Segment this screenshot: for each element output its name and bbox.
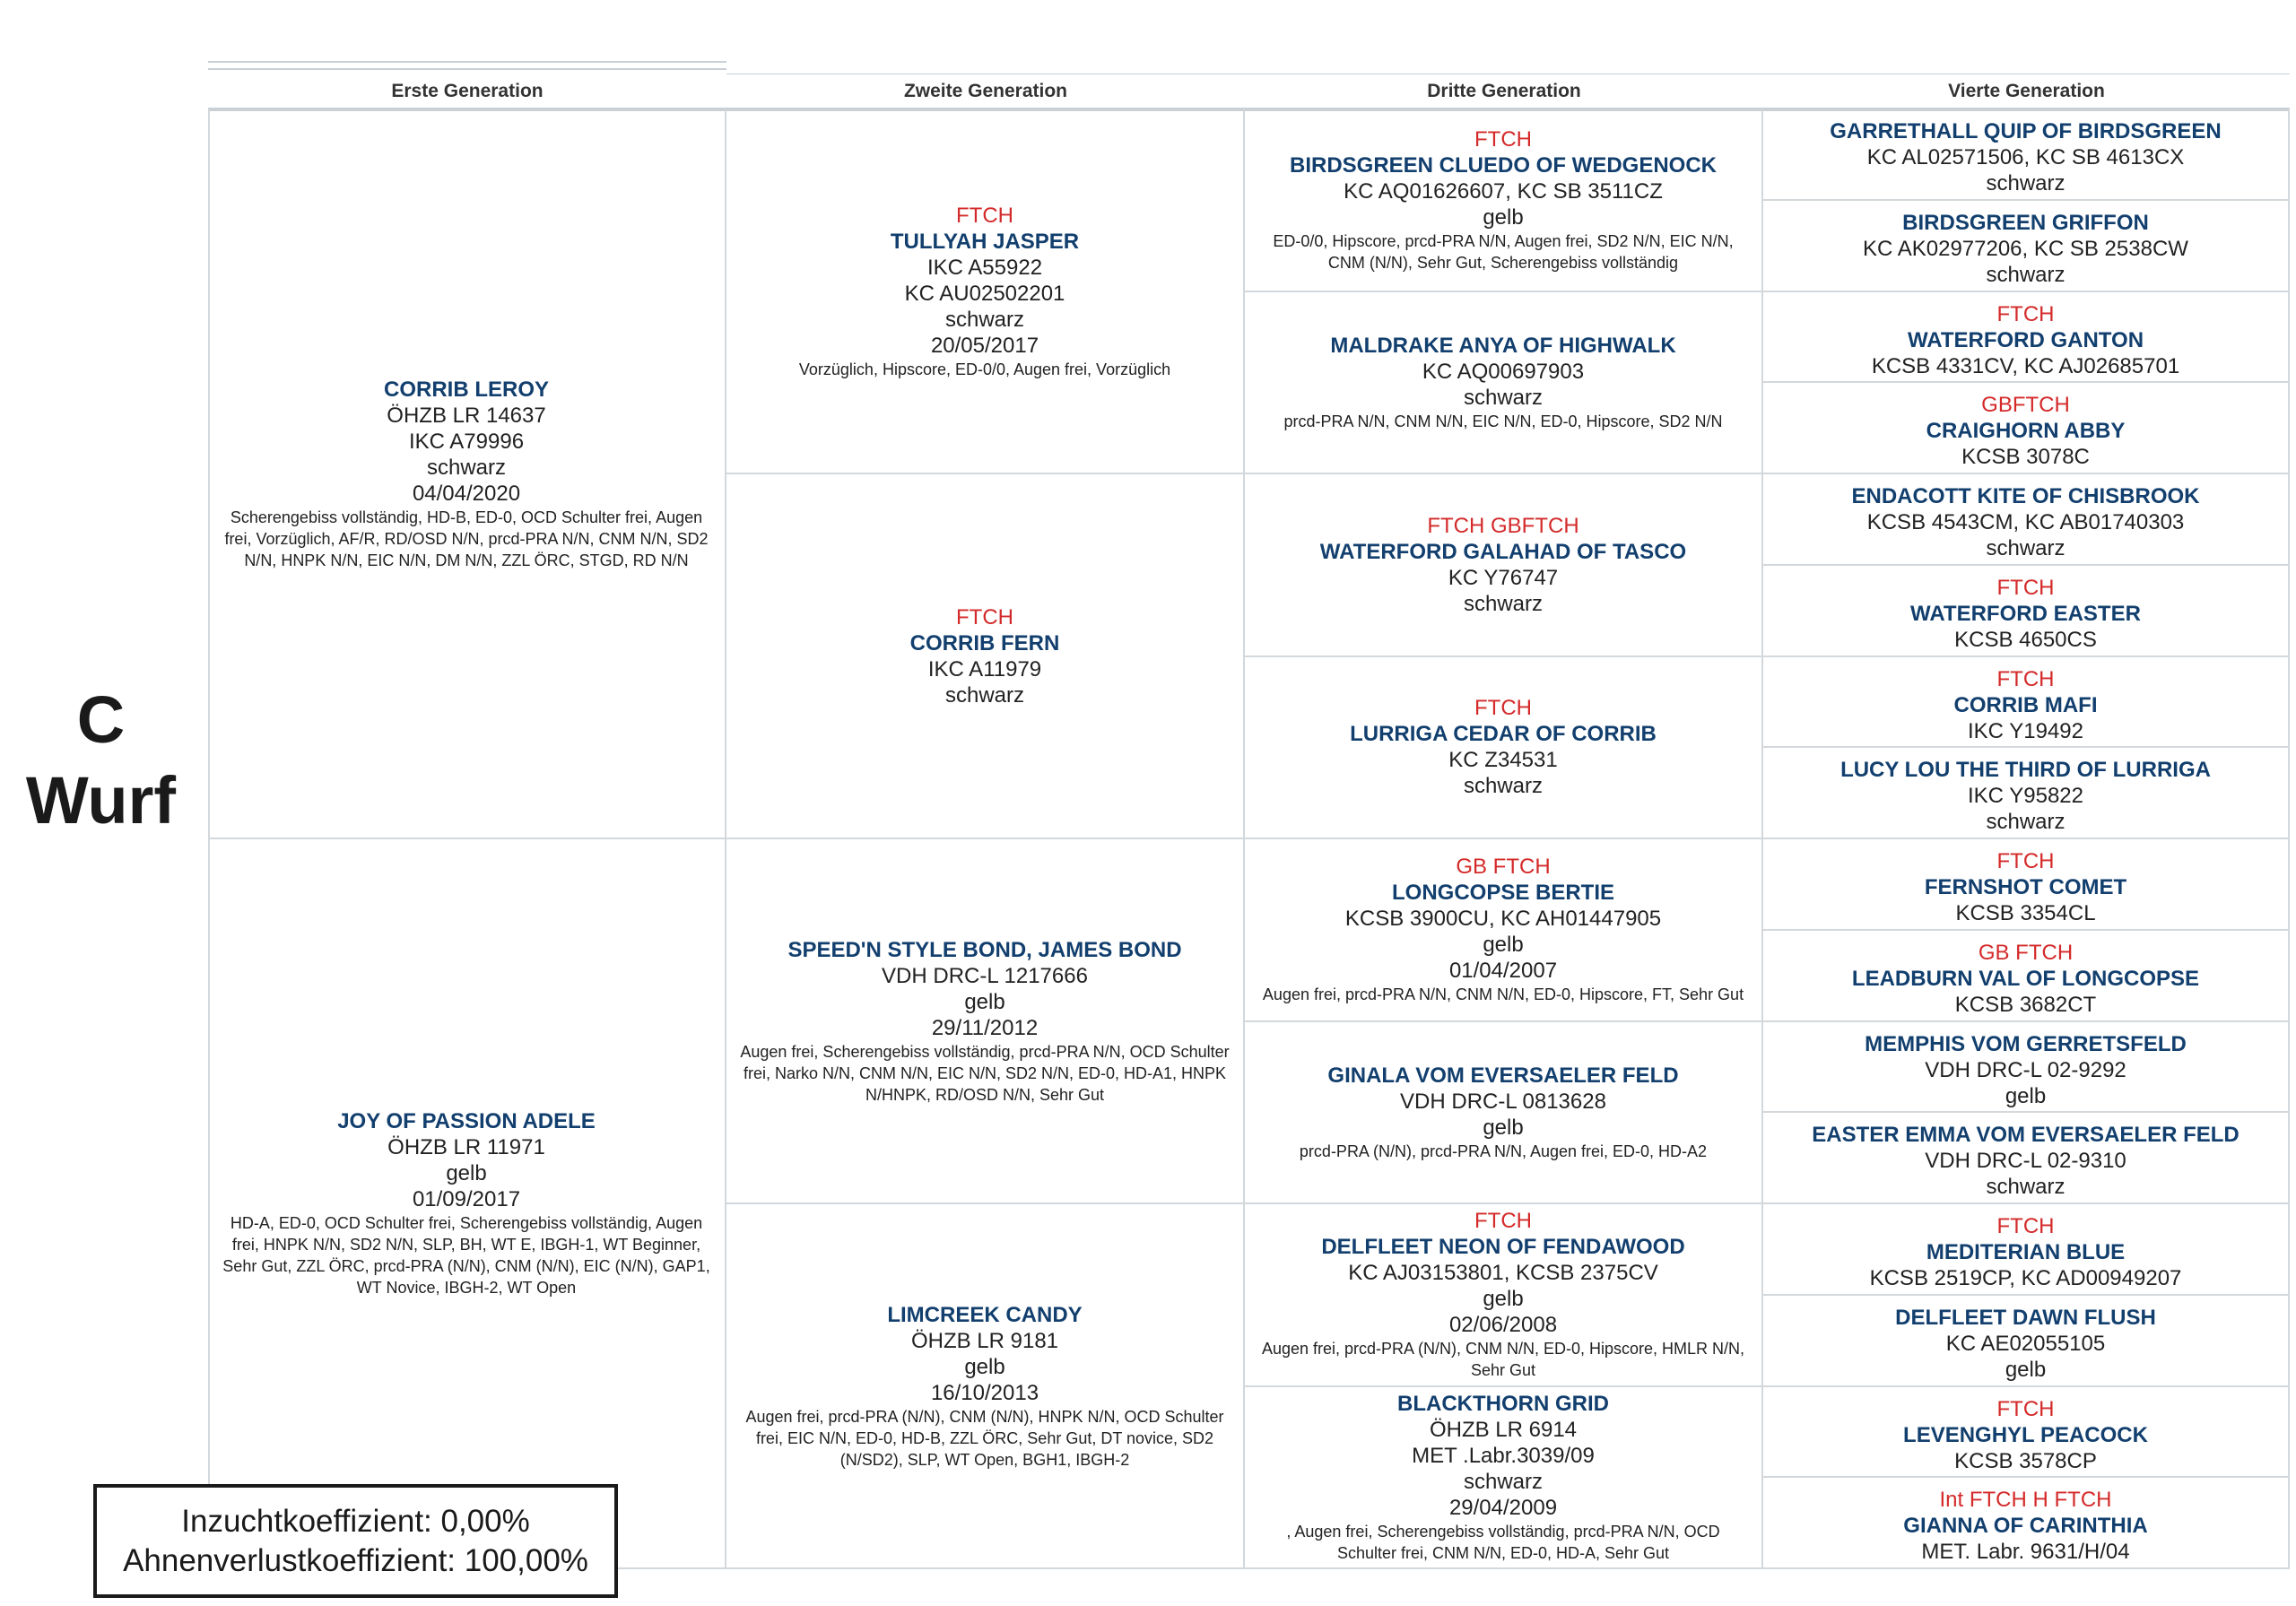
- dog-info-line: schwarz: [1463, 774, 1544, 799]
- dog-info-line: gelb: [1483, 1115, 1524, 1140]
- dog-info-line: 29/11/2012: [931, 1015, 1039, 1040]
- dog-name: GINALA VOM EVERSAELER FELD: [1327, 1063, 1679, 1088]
- dog-health-results: ED-0/0, Hipscore, prcd-PRA N/N, Augen frei, SD2 N/N, EIC N/N, CNM (N/N), Sehr Gut, Scherengebiss vollständig: [1273, 231, 1734, 272]
- dog-name: FERNSHOT COMET: [1924, 875, 2127, 899]
- dog-info-line: schwarz: [944, 682, 1025, 708]
- dog-info-line: gelb: [446, 1161, 487, 1185]
- dog-title: FTCH: [1474, 696, 1532, 721]
- dog-info-line: schwarz: [944, 307, 1025, 332]
- dog-info-line: gelb: [964, 1354, 1005, 1379]
- dog-info-line: ÖHZB LR 9181: [910, 1328, 1059, 1353]
- dog-name: LEADBURN VAL OF LONGCOPSE: [1851, 966, 2200, 991]
- dog-info-line: VDH DRC-L 0813628: [1400, 1089, 1606, 1114]
- dog-health-results: HD-A, ED-0, OCD Schulter frei, Scherengebiss vollständig, Augen frei, HNPK N/N, SD2 N/N, SLP, BH, WT E, IBGH-1, WT Beginner, Sehr Gut, ZZL ÖRC, prcd-PRA (N/N), CNM (N/N), EIC (N/N), GAP1, WT Novice, IBGH-2, WT Open: [222, 1214, 710, 1297]
- pedigree-cell-gen3: [1245, 1022, 1763, 1205]
- dog-info-line: IKC Y19492: [1968, 718, 2083, 743]
- pedigree-cell-gen3: [1245, 657, 1763, 840]
- dog-info-line: KC AQ00697903: [1422, 359, 1585, 384]
- litter-letter: C: [76, 682, 126, 757]
- dog-name: GIANNA OF CARINTHIA: [1903, 1514, 2148, 1539]
- dog-info-line: KCSB 3078C: [1961, 445, 2090, 470]
- ancestor-loss-coefficient: Ahnenverlustkoeffizient: 100,00%: [123, 1542, 588, 1578]
- dog-title: FTCH: [1996, 1214, 2055, 1238]
- dog-info-line: VDH DRC-L 02-9292: [1925, 1057, 2126, 1082]
- header-gen3: Dritte Generation: [1427, 81, 1581, 101]
- pedigree-cell-gen2: [726, 109, 1245, 474]
- dog-info-line: schwarz: [1463, 385, 1544, 410]
- dog-info-line: 29/04/2009: [1448, 1495, 1558, 1520]
- dog-info-line: schwarz: [1463, 591, 1544, 616]
- dog-health-results: prcd-PRA (N/N), prcd-PRA N/N, Augen frei, ED-0, HD-A2: [1299, 1142, 1708, 1160]
- pedigree-cell-gen3: [1245, 109, 1763, 292]
- dog-info-line: schwarz: [1463, 1469, 1544, 1494]
- dog-title: Int FTCH H FTCH: [1939, 1488, 2112, 1513]
- dog-info-line: KCSB 3900CU, KC AH01447905: [1344, 907, 1662, 932]
- dog-info-line: schwarz: [426, 455, 507, 480]
- dog-info-line: gelb: [1483, 1287, 1524, 1312]
- dog-title: FTCH: [1996, 849, 2055, 873]
- dog-info-line: KC AU02502201: [904, 281, 1065, 306]
- dog-name: CORRIB LEROY: [383, 377, 549, 402]
- dog-name: CORRIB MAFI: [1953, 692, 2098, 717]
- dog-name: SPEED'N STYLE BOND, JAMES BOND: [787, 937, 1182, 962]
- dog-info-line: schwarz: [1986, 171, 2066, 195]
- dog-info-line: VDH DRC-L 02-9310: [1925, 1149, 2126, 1174]
- dog-info-line: gelb: [2005, 1083, 2047, 1108]
- pedigree-cell-gen4: [1763, 657, 2290, 749]
- dog-info-line: VDH DRC-L 1217666: [882, 963, 1088, 988]
- dog-name: LUCY LOU THE THIRD OF LURRIGA: [1840, 758, 2211, 783]
- dog-title: GBFTCH: [1981, 393, 2070, 418]
- dog-health-results: Augen frei, prcd-PRA (N/N), CNM N/N, ED-0, Hipscore, HMLR N/N, Sehr Gut: [1261, 1340, 1745, 1380]
- dog-info-line: MET .Labr.3039/09: [1412, 1443, 1595, 1468]
- pedigree-cell-gen4: [1763, 201, 2290, 292]
- pedigree-cell-gen4: [1763, 839, 2290, 931]
- litter-label: [0, 680, 202, 841]
- dog-info-line: KC Z34531: [1448, 748, 1558, 773]
- header-gen2: Zweite Generation: [903, 81, 1068, 101]
- pedigree-cell-gen4: [1763, 1113, 2290, 1204]
- dog-title: FTCH: [1474, 126, 1532, 152]
- dog-title: FTCH: [1474, 1209, 1532, 1234]
- dog-info-line: 01/04/2007: [1448, 959, 1558, 984]
- dog-info-line: KC AJ03153801, KCSB 2375CV: [1348, 1261, 1658, 1286]
- dog-name: WATERFORD GALAHAD OF TASCO: [1319, 539, 1687, 564]
- dog-info-line: IKC A55922: [926, 255, 1043, 280]
- dog-name: BLACKTHORN GRID: [1397, 1391, 1609, 1416]
- dog-info-line: gelb: [964, 989, 1005, 1014]
- dog-info-line: ÖHZB LR 14637: [387, 403, 546, 428]
- dog-info-line: IKC Y95822: [1968, 784, 2083, 809]
- coefficient-box: [93, 1484, 618, 1598]
- dog-info-line: KC AK02977206, KC SB 2538CW: [1863, 236, 2188, 261]
- pedigree-cell-gen1: [208, 109, 726, 839]
- dog-info-line: ÖHZB LR 6914: [1429, 1417, 1578, 1442]
- dog-info-line: schwarz: [1986, 536, 2066, 560]
- dog-name: JOY OF PASSION ADELE: [337, 1109, 596, 1133]
- pedigree-cell-gen3: [1245, 1387, 1763, 1570]
- pedigree-cell-gen4: [1763, 748, 2290, 839]
- top-divider: [208, 61, 726, 70]
- dog-info-line: ÖHZB LR 11971: [387, 1135, 545, 1159]
- dog-info-line: KC AE02055105: [1945, 1331, 2106, 1356]
- pedigree-cell-gen4: [1763, 109, 2290, 201]
- dog-info-line: KCSB 3682CT: [1954, 992, 2097, 1017]
- dog-title: GB FTCH: [1456, 855, 1551, 880]
- dog-health-results: Augen frei, Scherengebiss vollständig, prcd-PRA N/N, OCD Schulter frei, Narko N/N, CNM N/N, EIC N/N, SD2 N/N, ED-0, HD-A1, HNPK N/HNPK, RD/OSD N/N, Sehr Gut: [740, 1042, 1230, 1104]
- dog-name: WATERFORD GANTON: [1907, 327, 2144, 352]
- pedigree-cell-gen2: [726, 474, 1245, 839]
- dog-info-line: KCSB 4650CS: [1954, 627, 2097, 652]
- dog-name: CORRIB FERN: [909, 630, 1060, 655]
- dog-info-line: IKC A11979: [927, 656, 1042, 681]
- dog-name: BIRDSGREEN GRIFFON: [1902, 210, 2149, 235]
- dog-name: WATERFORD EASTER: [1910, 601, 2141, 626]
- header-gen4: Vierte Generation: [1948, 81, 2105, 101]
- dog-title: FTCH: [1996, 301, 2055, 326]
- dog-health-results: Vorzüglich, Hipscore, ED-0/0, Augen frei, Vorzüglich: [798, 360, 1171, 378]
- dog-health-results: Scherengebiss vollständig, HD-B, ED-0, OCD Schulter frei, Augen frei, Vorzüglich, AF/R, RD/OSD N/N, prcd-PRA N/N, CNM N/N, SD2 N/N, HNPK N/N, EIC N/N, DM N/N, ZZL ÖRC, STGD, RD N/N: [224, 508, 709, 569]
- dog-info-line: schwarz: [1986, 810, 2066, 835]
- pedigree-cell-gen4: [1763, 383, 2290, 474]
- pedigree-cell-gen4: [1763, 1204, 2290, 1296]
- pedigree-cell-gen4: [1763, 566, 2290, 657]
- dog-name: GARRETHALL QUIP OF BIRDSGREEN: [1830, 119, 2222, 143]
- dog-health-results: Augen frei, prcd-PRA (N/N), CNM (N/N), HNPK N/N, OCD Schulter frei, EIC N/N, ED-0, HD-B, ZZL ÖRC, Sehr Gut, DT novice, SD2 (N/SD2), SLP, WT Open, BGH1, IBGH-2: [745, 1407, 1224, 1469]
- dog-name: DELFLEET DAWN FLUSH: [1895, 1305, 2156, 1330]
- pedigree-cell-gen3: [1245, 474, 1763, 657]
- dog-title: GB FTCH: [1978, 940, 2074, 965]
- pedigree-cell-gen4: [1763, 474, 2290, 566]
- dog-info-line: KCSB 4543CM, KC AB01740303: [1866, 510, 2185, 534]
- dog-title: FTCH: [1996, 666, 2055, 691]
- dog-info-line: KCSB 4331CV, KC AJ02685701: [1871, 353, 2180, 378]
- pedigree-cell-gen3: [1245, 839, 1763, 1022]
- dog-name: MEMPHIS VOM GERRETSFELD: [1865, 1031, 2187, 1056]
- dog-info-line: gelb: [1483, 933, 1524, 958]
- dog-info-line: KC AQ01626607, KC SB 3511CZ: [1344, 178, 1663, 204]
- dog-health-results: Augen frei, prcd-PRA N/N, CNM N/N, ED-0, Hipscore, FT, Sehr Gut: [1262, 985, 1744, 1004]
- dog-health-results: prcd-PRA N/N, CNM N/N, EIC N/N, ED-0, Hipscore, SD2 N/N: [1283, 412, 1723, 430]
- dog-name: CRAIGHORN ABBY: [1926, 419, 2126, 444]
- dog-name: ENDACOTT KITE OF CHISBROOK: [1851, 484, 2200, 508]
- dog-name: TULLYAH JASPER: [890, 229, 1080, 254]
- pedigree-cell-gen2: [726, 839, 1245, 1204]
- dog-info-line: schwarz: [1986, 1175, 2066, 1200]
- dog-name: EASTER EMMA VOM EVERSAELER FELD: [1812, 1123, 2239, 1148]
- dog-title: FTCH: [956, 203, 1013, 228]
- pedigree-cell-gen2: [726, 1204, 1245, 1569]
- dog-info-line: IKC A79996: [408, 429, 525, 454]
- dog-name: MALDRAKE ANYA OF HIGHWALK: [1330, 333, 1676, 358]
- dog-info-line: 16/10/2013: [930, 1380, 1039, 1405]
- dog-info-line: 20/05/2017: [930, 333, 1039, 358]
- dog-info-line: MET. Labr. 9631/H/04: [1921, 1540, 2130, 1565]
- pedigree-cell-gen3: [1245, 1204, 1763, 1387]
- dog-title: FTCH: [1996, 1396, 2055, 1421]
- dog-health-results: , Augen frei, Scherengebiss vollständig, prcd-PRA N/N, OCD Schulter frei, CNM N/N, ED-0, HD-A, Sehr Gut: [1286, 1522, 1720, 1562]
- dog-title: FTCH: [956, 604, 1013, 629]
- dog-title: FTCH: [1996, 575, 2055, 600]
- dog-name: DELFLEET NEON OF FENDAWOOD: [1321, 1235, 1685, 1260]
- dog-info-line: KC AL02571506, KC SB 4613CX: [1866, 145, 2185, 169]
- dog-info-line: gelb: [1483, 204, 1524, 230]
- dog-title: FTCH GBFTCH: [1427, 513, 1579, 538]
- dog-info-line: KCSB 3578CP: [1954, 1448, 2097, 1473]
- pedigree-cell-gen4: [1763, 1478, 2290, 1569]
- dog-name: LURRIGA CEDAR OF CORRIB: [1350, 722, 1657, 747]
- pedigree-cell-gen1: [208, 839, 726, 1569]
- pedigree-cell-gen4: [1763, 931, 2290, 1022]
- pedigree-cell-gen3: [1245, 292, 1763, 475]
- dog-info-line: KCSB 3354CL: [1955, 901, 2096, 925]
- dog-info-line: KCSB 2519CP, KC AD00949207: [1869, 1266, 2182, 1290]
- dog-name: LONGCOPSE BERTIE: [1391, 881, 1615, 906]
- litter-word: Wurf: [25, 763, 177, 838]
- pedigree-cell-gen4: [1763, 292, 2290, 384]
- pedigree-cell-gen4: [1763, 1022, 2290, 1114]
- pedigree-cell-gen4: [1763, 1296, 2290, 1387]
- dog-name: LEVENGHYL PEACOCK: [1903, 1422, 2148, 1447]
- dog-name: LIMCREEK CANDY: [887, 1302, 1083, 1327]
- dog-name: BIRDSGREEN CLUEDO OF WEDGENOCK: [1289, 152, 1717, 178]
- dog-info-line: 04/04/2020: [412, 481, 521, 506]
- dog-name: MEDITERIAN BLUE: [1926, 1240, 2126, 1264]
- pedigree-cell-gen4: [1763, 1387, 2290, 1479]
- dog-info-line: schwarz: [1986, 262, 2066, 287]
- dog-info-line: 01/09/2017: [412, 1187, 521, 1211]
- header-gen1: Erste Generation: [391, 81, 544, 101]
- inbreeding-coefficient: Inzuchtkoeffizient: 0,00%: [181, 1503, 530, 1539]
- dog-info-line: 02/06/2008: [1448, 1313, 1558, 1338]
- dog-info-line: KC Y76747: [1448, 565, 1559, 590]
- dog-info-line: gelb: [2005, 1357, 2047, 1382]
